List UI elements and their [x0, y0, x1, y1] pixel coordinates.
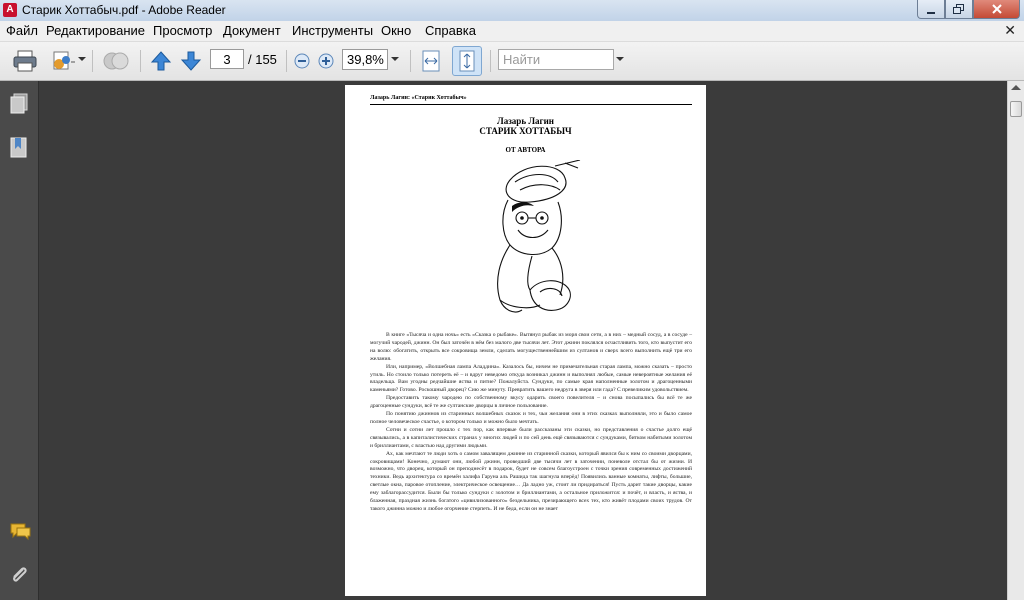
toolbar-separator: [286, 50, 287, 72]
paragraph: Или, например, «Волшебная лампа Аладдина». Казалось бы, ничем не примечательная старая лампа, можно сказать – просто утиль. Но стоило только потереть её – и вдруг неведомо откуда возникал джинн и выполнял любые, самые невероятные желания её владельца. Вам угодны редчайшие яства и питие? Пожалуйста. Сундуки, по самые края наполненные золотом и драгоценными каменьями? Готово. Роскошный дворец? Сию же минуту. Превратить вашего недруга в зверя или гада? С превеликим удовольствием.: [370, 363, 692, 394]
minimize-icon: [926, 5, 936, 15]
menu-help[interactable]: Справка: [425, 23, 476, 38]
zoom-level-input[interactable]: 39,8%: [342, 49, 388, 70]
share-dropdown-icon[interactable]: [78, 57, 86, 61]
window-title: Старик Хоттабыч.pdf - Adobe Reader: [22, 3, 226, 17]
menu-view[interactable]: Просмотр: [153, 23, 213, 38]
zoom-dropdown-icon[interactable]: [391, 57, 399, 61]
header-rule: [370, 104, 692, 105]
body-text: [370, 332, 692, 514]
minimize-button[interactable]: [917, 0, 945, 19]
search-dropdown-icon[interactable]: [616, 57, 624, 61]
zoom-out-icon[interactable]: [294, 50, 312, 72]
menu-edit[interactable]: Редактирование: [46, 23, 146, 38]
collaborate-icon: [102, 50, 130, 72]
vertical-scrollbar[interactable]: [1007, 81, 1024, 600]
book-author: Лазарь Лагин: [496, 116, 554, 126]
toolbar-separator: [92, 50, 93, 72]
comments-icon[interactable]: [9, 522, 31, 542]
menu-tools[interactable]: Инструменты: [292, 23, 374, 38]
toolbar-separator: [410, 50, 411, 72]
pdf-page: [345, 85, 706, 596]
menu-document[interactable]: Документ: [223, 23, 281, 38]
menu-file[interactable]: Файл: [6, 23, 38, 38]
zoom-in-icon[interactable]: [318, 50, 336, 72]
attachments-icon[interactable]: [9, 564, 29, 586]
search-input[interactable]: Найти: [498, 49, 614, 70]
restore-icon: [953, 4, 965, 14]
paragraph: Сотни и сотни лет прошло с тех пор, как впервые были рассказаны эти сказки, но представления о счастье долго ещё связывались, а в капиталистических странах у многих людей и по сей день ещё связываются с сундуками, битком набитыми золотом и бриллиантами, с властью над другими людьми.: [370, 426, 692, 449]
close-icon: [991, 4, 1003, 14]
maximize-button[interactable]: [945, 0, 973, 19]
toolbar-separator: [490, 50, 491, 72]
fit-width-icon[interactable]: [420, 50, 442, 72]
scroll-thumb[interactable]: [1010, 101, 1022, 117]
toolbar: [0, 42, 1024, 81]
close-window-button[interactable]: [973, 0, 1020, 19]
paragraph: Ах, как мечтают те люди хоть о самом завалящем джинне из старинной сказки, который явился бы к ним со своими дворцами, сокровищами! Конечно, думают они, любой джинн, проведший две тысячи лет в заточении, поневоле отстал бы от жизни. И возможно, что дворец, который он преподнесёт в подарок, будет не совсем благоустроен с точки зрения современных достижений техники. Ведь архитектура со времён халифа Гаруна аль Рашида так шагнула вперёд! Появились ванные комнаты, лифты, большие, светлые окна, паровое отопление, электрическое освещение… Да ладно уж, стоит ли придираться! Пусть дарит такие дворцы, какие ему заблагорассудится. Были бы только сундуки с золотом и бриллиантами, а остальное приложится: и почёт, и власть, и яства, и блаженная, праздная жизнь богатого «цивилизованного» бездельника, презирающего всех тех, кто живёт плодами своих трудов. От такого джинна можно и любое огорчение стерпеть. И не беда, если он не знает: [370, 450, 692, 512]
toolbar-separator: [140, 50, 141, 72]
page-number-input[interactable]: 3: [210, 49, 244, 69]
page-total: / 155: [248, 52, 277, 67]
menu-window[interactable]: Окно: [381, 23, 412, 38]
hottabych-illustration: [470, 160, 590, 320]
arrow-down-icon[interactable]: [180, 50, 202, 72]
book-title: СТАРИК ХОТТАБЫЧ: [479, 126, 572, 136]
navigation-panel: [0, 81, 39, 600]
close-document-icon[interactable]: ✕: [1004, 22, 1016, 38]
paragraph: По понятию джиннов из старинных волшебных сказок и тех, чьи желания они в этих сказках выполняли, это и было самое полное человеческое счастье, о котором только и можно было мечтать.: [370, 411, 692, 425]
paragraph: В книге «Тысяча и одна ночь» есть «Сказка о рыбаке». Вытянул рыбак из моря свои сети, а в них – медный сосуд, а в сосуде – могучий чародей, джинн. Он был заточён в нём без малого две тысячи лет. Этот джинн поклялся осчастливить того, кто выпустит его на волю: обогатить, открыть все сокровища земли, сделать могущественнейшим из султанов и сверх всего выполнить ещё три его желания.: [370, 332, 692, 362]
title-bar: [0, 0, 1024, 22]
scroll-up-icon[interactable]: [1011, 85, 1021, 90]
menu-bar: [0, 21, 1024, 42]
acrobat-icon: A: [3, 3, 17, 17]
print-icon[interactable]: [12, 50, 38, 72]
fit-page-button[interactable]: [452, 46, 482, 76]
paragraph: Предоставить такому чародею по собственному вкусу одарить своего повелителя – и снова посыпались бы всё те же драгоценные сундуки, всё те же султанские дворцы в личное пользование.: [370, 395, 692, 410]
share-icon[interactable]: [50, 50, 76, 72]
section-heading: ОТ АВТОРА: [505, 146, 546, 154]
bookmarks-icon[interactable]: [9, 137, 29, 159]
pages-icon[interactable]: [9, 93, 29, 115]
running-head: Лазарь Лагин: «Старик Хоттабыч»: [370, 95, 467, 101]
arrow-up-icon[interactable]: [150, 50, 172, 72]
fit-page-icon: [453, 47, 481, 75]
